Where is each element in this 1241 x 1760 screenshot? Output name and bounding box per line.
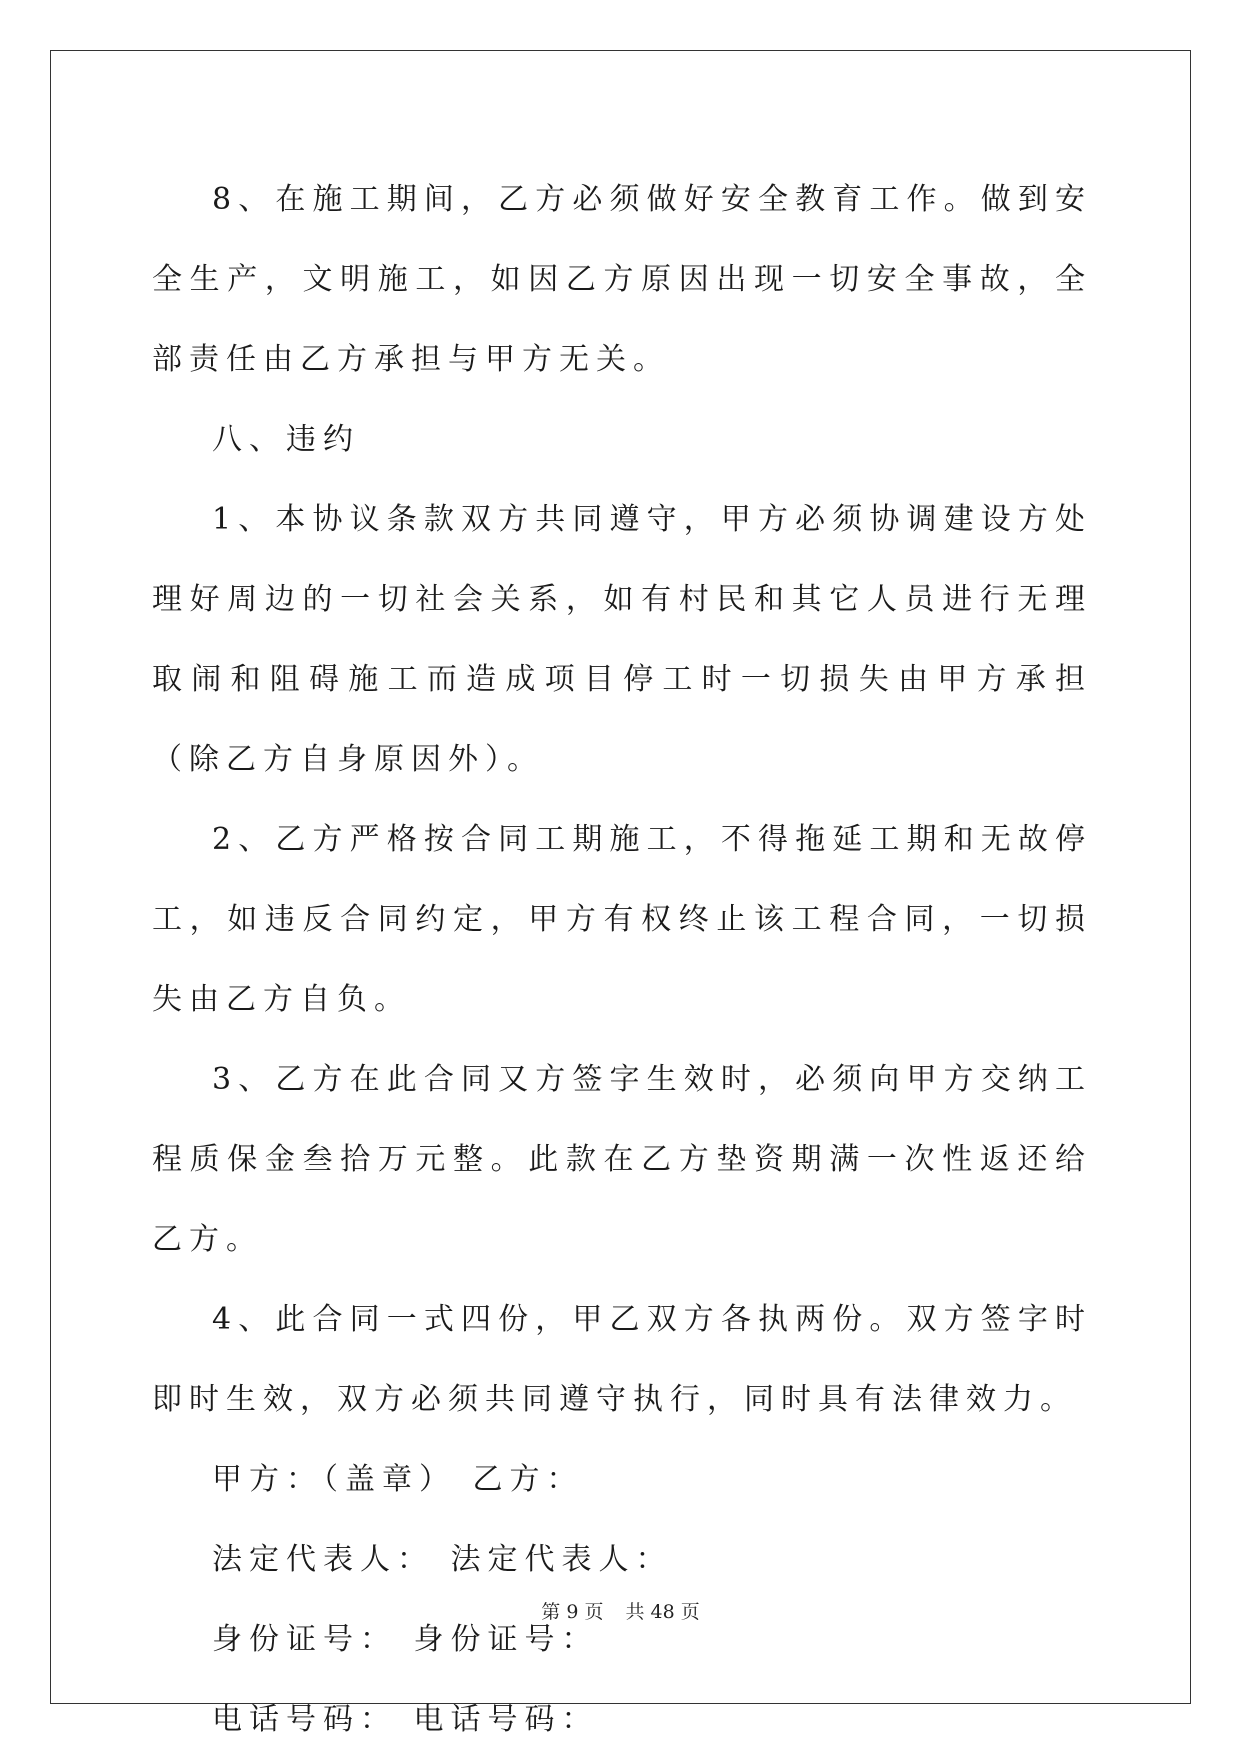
page-footer [0, 1597, 1241, 1624]
page-total: 共 48 页 [625, 1601, 700, 1623]
section-heading-breach: 八、违约 [212, 422, 360, 457]
signature-phone-line: 电话号码： 电话号码： [212, 1702, 599, 1737]
document-body [152, 160, 1092, 1760]
breach-clause-4: 4、此合同一式四份，甲乙双方各执两份。双方签字时即时生效，双方必须共同遵守执行，同时具有法律效力。 [152, 1302, 1092, 1417]
signature-id-line: 身份证号： 身份证号： [212, 1622, 599, 1657]
signature-party-line: 甲方：（盖章） 乙方： [212, 1462, 584, 1497]
signature-representative-line: 法定代表人： 法定代表人： [212, 1542, 673, 1577]
clause-8-paragraph: 8、在施工期间，乙方必须做好安全教育工作。做到安全生产，文明施工，如因乙方原因出现一切安全事故，全部责任由乙方承担与甲方无关。 [152, 182, 1092, 377]
page-number: 第 9 页 [541, 1601, 604, 1623]
breach-clause-1: 1、本协议条款双方共同遵守，甲方必须协调建设方处理好周边的一切社会关系，如有村民和其它人员进行无理取闹和阻碍施工而造成项目停工时一切损失由甲方承担（除乙方自身原因外）。 [152, 502, 1092, 777]
breach-clause-2: 2、乙方严格按合同工期施工，不得拖延工期和无故停工，如违反合同约定，甲方有权终止该工程合同，一切损失由乙方自负。 [152, 822, 1092, 1017]
breach-clause-3: 3、乙方在此合同又方签字生效时，必须向甲方交纳工程质保金叁拾万元整。此款在乙方垫资期满一次性返还给乙方。 [152, 1062, 1092, 1257]
